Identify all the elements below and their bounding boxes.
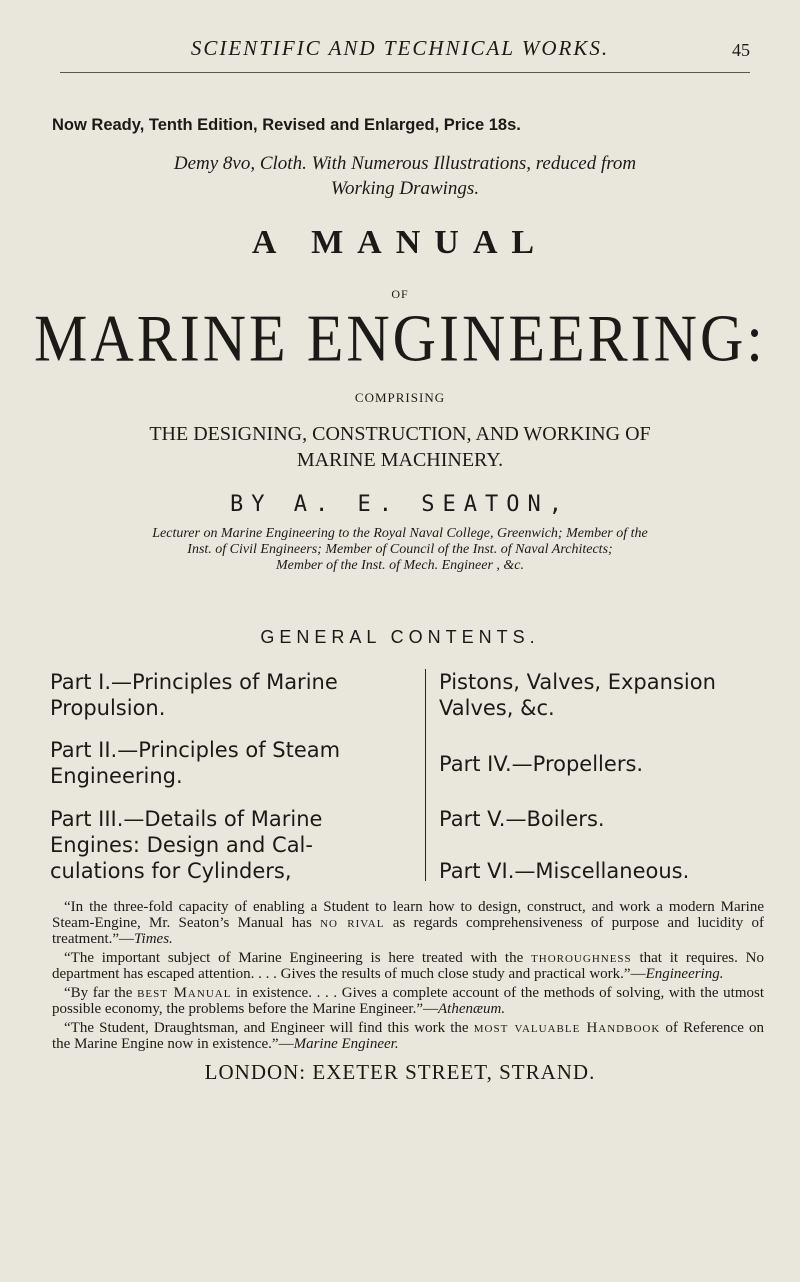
review-text: “In the three-fold capacity of enabling a Student to learn how to design, construct, and work a modern Marine Steam-Engine, Mr. Seaton’s Manual has: [52, 899, 764, 931]
book-description: [70, 421, 730, 473]
credentials-line: Lecturer on Marine Engineering to the Royal Naval College, Greenwich; Member of the: [152, 526, 648, 541]
column-divider: [425, 669, 426, 881]
contents-item-line: Part VI.—Miscellaneous.: [439, 859, 690, 883]
contents-item-line: Part IV.—Propellers.: [439, 752, 644, 776]
contents-item-line: Part III.—Details of Marine: [50, 807, 323, 831]
contents-item-part-5: [439, 806, 605, 832]
contents-item-line: culations for Cylinders,: [50, 859, 292, 883]
review-source: Times.: [134, 931, 173, 947]
review-text: as regards comprehensiveness of purpose and lucidity of treatment.”—: [52, 915, 764, 947]
format-note-line: Working Drawings.: [330, 178, 480, 199]
contents-item-line: Part I.—Principles of Marine: [50, 670, 338, 694]
comprising-label: COMPRISING: [354, 390, 446, 405]
review-text: “The important subject of Marine Engineering is here treated with the: [64, 950, 532, 966]
review-quote: [52, 1020, 764, 1052]
review-emphasis: no rival: [320, 915, 385, 931]
review-text: “The Student, Draughtsman, and Engineer will find this work the: [64, 1020, 474, 1036]
contents-item-part-3-continued: [439, 669, 716, 721]
contents-item-part-4: [439, 751, 643, 777]
title-of: OF: [391, 287, 409, 301]
review-quote: [52, 950, 764, 982]
review-text: of Reference on the Marine Engine now in existence.”—: [52, 1020, 765, 1052]
contents-item-line: Engines: Design and Cal-: [50, 833, 313, 857]
review-emphasis: most valuable Handbook: [473, 1020, 661, 1036]
contents-heading: GENERAL CONTENTS.: [260, 627, 540, 647]
contents-item-line: Pistons, Valves, Expansion: [439, 670, 716, 694]
edition-line: Now Ready, Tenth Edition, Revised and Enlarged, Price 18s.: [52, 116, 521, 134]
header-rule: [60, 72, 750, 73]
main-title: MARINE ENGINEERING:: [34, 301, 766, 376]
review-text: that it requires. No department has escaped attention. . . . Gives the results of much close study and practical work.”—: [52, 950, 764, 982]
title-a-manual: A MANUAL: [251, 224, 549, 261]
publisher-imprint: LONDON: EXETER STREET, STRAND.: [204, 1060, 596, 1084]
description-line: MARINE MACHINERY.: [296, 449, 504, 471]
running-head: SCIENTIFIC AND TECHNICAL WORKS.: [190, 36, 610, 60]
review-emphasis: best Manual: [137, 985, 232, 1001]
contents-item-line: Engineering.: [50, 764, 183, 788]
contents-table: [50, 665, 770, 885]
author-line: BY A. E. SEATON,: [230, 492, 570, 517]
format-note-line: Demy 8vo, Cloth. With Numerous Illustrations, reduced from: [173, 153, 637, 174]
review-quote: [52, 899, 764, 947]
format-note: [60, 151, 750, 201]
description-line: THE DESIGNING, CONSTRUCTION, AND WORKING OF: [149, 423, 651, 445]
review-text: in existence. . . . Gives a complete account of the methods of solving, with the utmost possible economy, the problems before the Marine Engineer.”—: [52, 985, 764, 1017]
credentials-line: Member of the Inst. of Mech. Engineer , &c.: [275, 558, 525, 573]
review-text: “By far the: [64, 985, 138, 1001]
contents-item-part-6: [439, 858, 689, 884]
author-credentials: [70, 526, 730, 574]
contents-item-part-2: [50, 737, 340, 789]
review-source: Engineering.: [645, 966, 724, 982]
credentials-line: Inst. of Civil Engineers; Member of Council of the Inst. of Naval Architects;: [187, 542, 613, 557]
review-emphasis: thoroughness: [531, 950, 632, 966]
press-reviews: [52, 899, 764, 1055]
contents-item-line: Valves, &c.: [439, 696, 555, 720]
page-number: 45: [732, 40, 750, 60]
review-quote: [52, 985, 764, 1017]
contents-item-line: Part II.—Principles of Steam: [50, 738, 341, 762]
contents-item-line: Propulsion.: [50, 696, 166, 720]
contents-item-part-1: [50, 669, 338, 721]
contents-item-part-3: [50, 806, 322, 884]
contents-item-line: Part V.—Boilers.: [439, 807, 605, 831]
review-source: Marine Engineer.: [293, 1036, 399, 1052]
review-source: Athenæum.: [438, 1001, 506, 1017]
